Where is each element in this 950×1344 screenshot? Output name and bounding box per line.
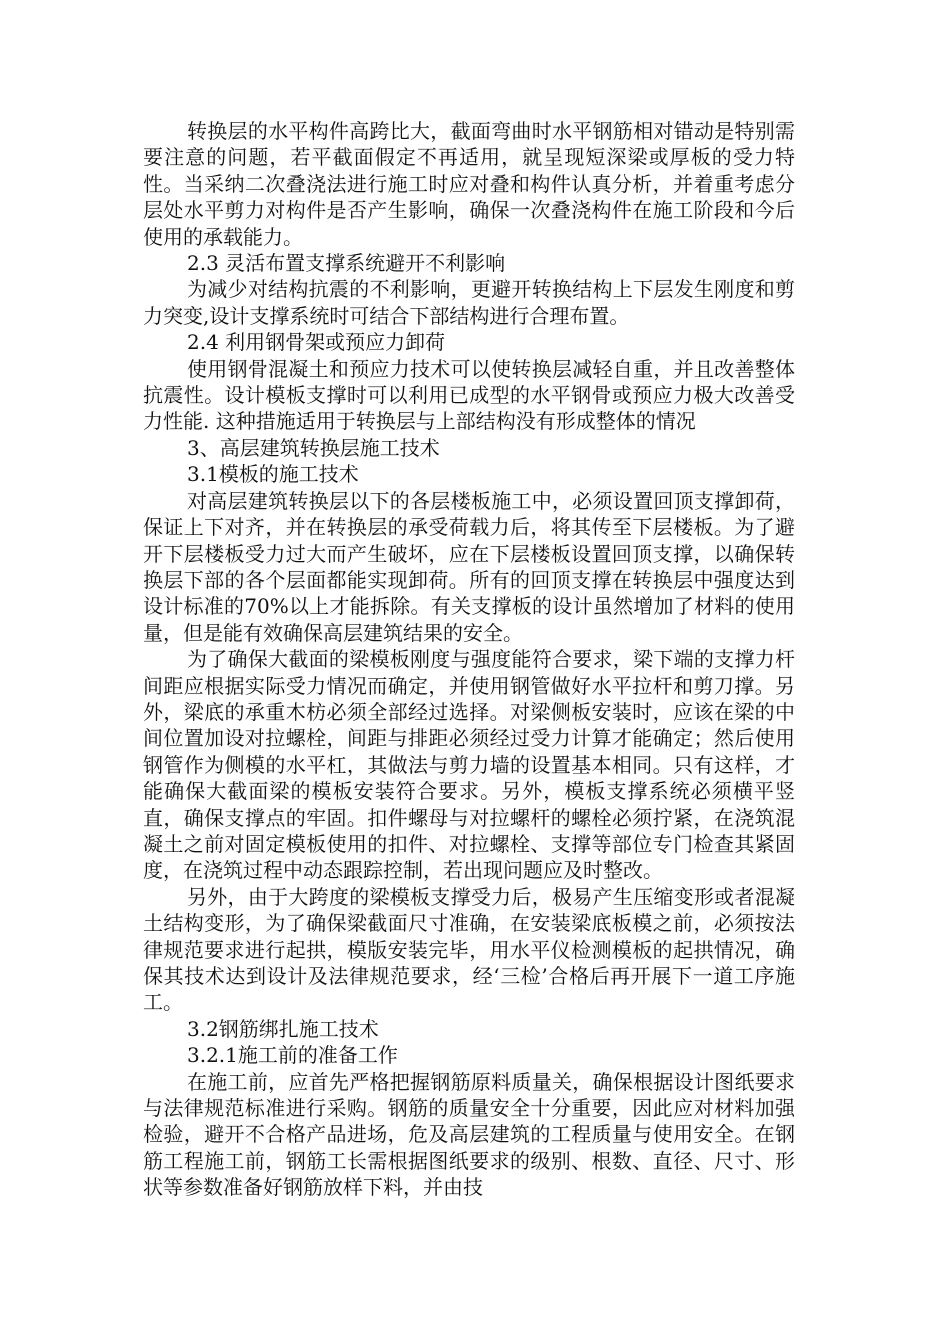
section-heading: 3.2.1施工前的准备工作 <box>187 1043 398 1068</box>
paragraph: 转换层的水平构件高跨比大，截面弯曲时水平钢筋相对错动是特别需要注意的问题，若平截面假定不再适用，就呈现短深梁或厚板的受力特性。当采纳二次叠浇法进行施工时应对叠和构件认真分析，并着重考虑分层处水平剪力对构件是否产生影响，确保一次叠浇构件在施工阶段和今后使用的承载能力。 <box>143 119 795 249</box>
document-body <box>143 118 795 1201</box>
paragraph: 对高层建筑转换层以下的各层楼板施工中，必须设置回顶支撑卸荷，保证上下对齐，并在转换层的承受荷载力后，将其传至下层楼板。为了避开下层楼板受力过大而产生破坏，应在下层楼板设置回顶支撑，以确保转换层下部的各个层面都能实现卸荷。所有的回顶支撑在转换层中强度达到设计标准的70%以上才能拆除。有关支撑板的设计虽然增加了材料的使用量，但是能有效确保高层建筑结果的安全。 <box>143 488 795 645</box>
paragraph: 为减少对结构抗震的不利影响，更避开转换结构上下层发生刚度和剪力突变,设计支撑系统时可结合下部结构进行合理布置。 <box>143 277 795 328</box>
section-heading: 3.1模板的施工技术 <box>187 462 359 487</box>
paragraph: 在施工前，应首先严格把握钢筋原料质量关，确保根据设计图纸要求与法律规范标准进行采购。钢筋的质量安全十分重要，因此应对材料加强检验，避开不合格产品进场，危及高层建筑的工程质量与使用安全。在钢筋工程施工前，钢筋工长需根据图纸要求的级别、根数、直径、尺寸、形状等参数准备好钢筋放样下料，并由技 <box>143 1069 795 1200</box>
section-heading: 2.4 利用钢骨架或预应力卸荷 <box>187 330 446 355</box>
section-heading: 2.3 灵活布置支撑系统避开不利影响 <box>187 251 506 276</box>
section-heading: 3.2钢筋绑扎施工技术 <box>187 1016 379 1041</box>
paragraph: 使用钢骨混凝土和预应力技术可以使转换层减轻自重，并且改善整体抗震性。设计模板支撑时可以利用已成型的水平钢骨或预应力极大改善受力性能. 这种措施适用于转换层与上部结构没有形成整体的情况 <box>143 356 795 434</box>
paragraph: 为了确保大截面的梁模板刚度与强度能符合要求，梁下端的支撑力杆间距应根据实际受力情况而确定，并使用钢管做好水平拉杆和剪刀撑。另外，梁底的承重木枋必须全部经过选择。对梁侧板安装时，应该在梁的中间位置加设对拉螺栓，间距与排距必须经过受力计算才能确定；然后使用钢管作为侧模的水平杠，其做法与剪力墙的设置基本相同。只有这样，才能确保大截面梁的模板安装符合要求。另外，模板支撑系统必须横平竖直，确保支撑点的牢固。扣件螺母与对拉螺杆的螺栓必须拧紧，在浇筑混凝土之前对固定模板使用的扣件、对拉螺栓、支撑等部位专门检查其紧固度，在浇筑过程中动态跟踪控制，若出现问题应及时整改。 <box>143 647 795 883</box>
paragraph: 另外，由于大跨度的梁模板支撑受力后，极易产生压缩变形或者混凝土结构变形，为了确保梁截面尺寸准确，在安装梁底板模之前，必须按法律规范要求进行起拱，模版安装完毕，用水平仪检测模板的起拱情况，确保其技术达到设计及法律规范要求，经‘三检’合格后再开展下一道工序施工。 <box>143 884 795 1015</box>
section-heading: 3、高层建筑转换层施工技术 <box>187 435 440 460</box>
